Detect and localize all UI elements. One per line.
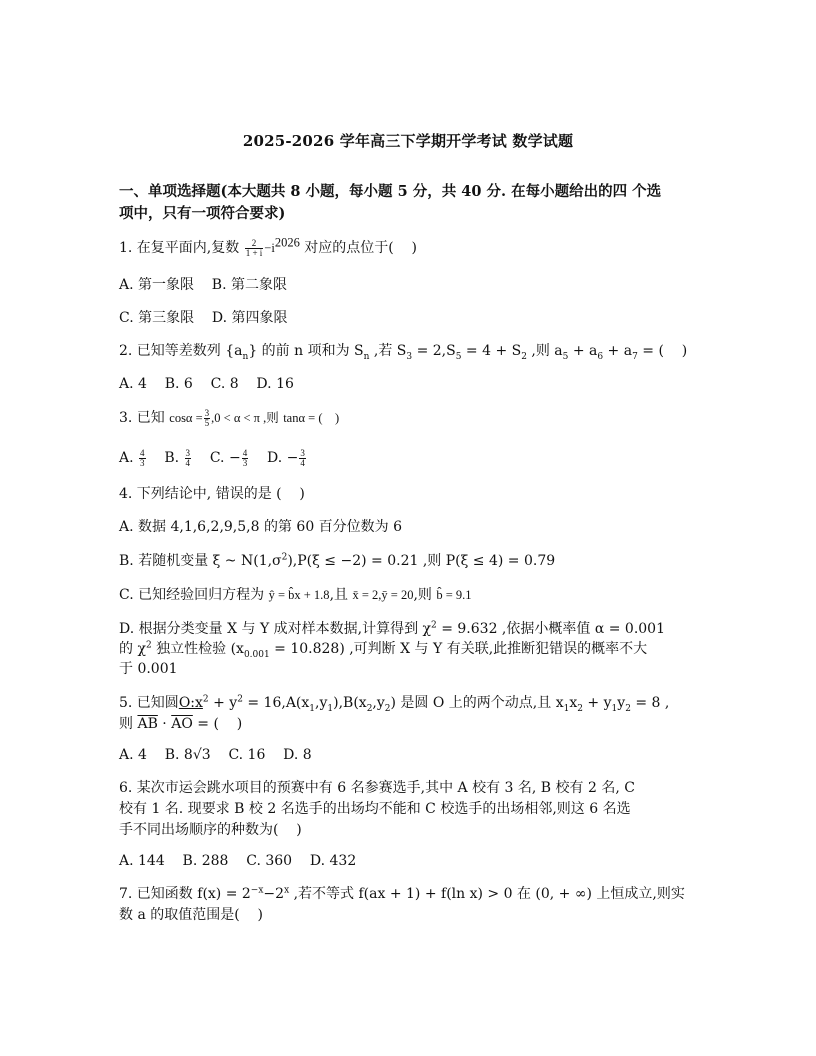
q1-suffix: 对应的点位于( ) [304,240,418,256]
q3-opt-c-frac [242,449,249,468]
sup: −x [250,885,264,896]
question-2-stem [119,340,709,362]
num: 3 [185,447,191,458]
q1-minus-i: −i [264,241,275,255]
q4-d2-sup: 2 [145,640,152,651]
question-7-line2: 数 a 的取值范围是( ) [119,907,263,923]
sub: 2 [366,703,373,714]
q2-part: = 2,S [412,343,456,359]
dot: · [157,716,172,732]
question-2-options: A. 4 B. 6 C. 8 D. 16 [119,376,294,392]
question-6-line2: 校有 1 名. 现要求 B 校 2 名选手的出场均不能和 C 校选手的出场相邻,则这 6 名选 [119,801,631,817]
question-4-option-d-line2 [119,638,709,660]
q4-d2-post: = 10.828) ,可判断 X 与 Y 有关联,此推断犯错误的概率不大 [269,641,648,657]
question-6-line3: 手不同出场顺序的种数为( ) [119,822,302,838]
q2-sub: n [242,351,249,362]
q4-c-pre: C. 已知经验回归方程为 [119,587,265,603]
sup: x [284,885,290,896]
q2-part: ,若 S [369,343,407,359]
question-1-options-row1: A. 第一象限 B. 第二象限 [119,277,287,293]
q3-opt-b: B. [164,450,180,466]
section-heading-line1: 一、单项选择题(本大题共 8 小题，每小题 5 分，共 40 分. 在每小题给出的四 个选 [119,183,662,200]
seg: ,y [315,695,328,711]
q1-frac-num: 2 [245,239,264,249]
q3-opt-d: D. − [267,450,299,466]
num: 4 [242,447,248,458]
q4-c-then: ,则 [413,587,432,603]
q5-l2-post: = ( ) [192,716,243,732]
sub: 2 [625,703,631,714]
q1-frac-den: 1 + i [245,247,263,258]
vector-ao: $\overline{AO}$ [171,716,193,732]
question-7-line1 [119,883,709,905]
q3-opt-c: C. − [209,450,241,466]
q2-sub: 6 [597,351,604,362]
q3-opt-d-frac [299,449,306,468]
q5-l2-pre: 则 [119,716,133,732]
q2-part: + a [603,343,633,359]
den: 3 [242,457,248,468]
sub: 2 [577,703,583,714]
q4-b-post: ),P(ξ ≤ −2) = 0.21 ,则 P(ξ ≤ 4) = 0.79 [287,553,556,569]
q4-d2-mid: 独立性检验 (x [151,641,244,657]
question-4-option-d-line3: 于 0.001 [119,661,178,677]
q3-opt-b-frac [185,449,192,468]
vector-ab: $\overline{AB}$ [137,716,158,732]
sub: 2 [384,703,391,714]
question-4-option-d-line1 [119,618,709,640]
q4-d2-sub: 0.001 [243,649,270,660]
q3-opt-a: A. [119,450,134,466]
q2-sub: n [363,351,370,362]
q2-part: + a [568,343,598,359]
q3-prefix: 3. 已知 [119,410,165,426]
q3-tan: tanα = ( ) [283,411,340,425]
q1-fraction [245,239,264,258]
q2-part: 2. 已知等差数列 {a [119,343,243,359]
q2-part: } 的前 n 项和为 S [248,343,364,359]
q4-c-b: b̂ = 9.1 [436,588,472,602]
q4-b-pre: B. 若随机变量 ξ ~ N(1,σ [119,553,282,569]
sub: 1 [611,703,618,714]
q3-opt-a-frac [139,449,146,468]
q4-d-pre: D. 根据分类变量 X 与 Y 成对样本数据,计算得到 χ [119,621,432,637]
seg: + y [208,695,238,711]
question-1-options-row2: C. 第三象限 D. 第四象限 [119,310,288,326]
seg: y [617,695,626,711]
question-3-stem [119,407,709,429]
sub: 1 [563,703,570,714]
q4-d-post: = 9.632 ,依据小概率值 α = 0.001 [436,621,665,637]
q4-b-sup: 2 [281,552,288,563]
section-heading-line2: 项中，只有一项符合要求) [119,205,286,222]
question-3-options [119,447,709,469]
question-4-stem: 4. 下列结论中, 错误的是 ( ) [119,486,305,502]
q5-circle [179,695,203,711]
num: 3 [300,447,305,458]
q2-sub: 2 [521,351,527,362]
q2-sub: 3 [406,351,413,362]
question-5-options: A. 4 B. 8√3 C. 16 D. 8 [119,747,312,763]
question-4-option-b [119,550,709,572]
question-4-option-c [119,584,709,606]
den: 3 [140,457,145,468]
seg: ),B(x [333,695,367,711]
q1-exp: 2026 [274,235,300,250]
q2-sub: 7 [632,351,638,362]
q4-d-sup: 2 [431,620,437,631]
seg: + y [582,695,612,711]
q2-sub: 5 [455,351,462,362]
q2-part: ,则 a [526,343,563,359]
question-1-stem [119,237,709,259]
question-6-line1: 6. 某次市运会跳水项目的预赛中有 6 名参赛选手,其中 A 校有 3 名, B 校有 2 名, C [119,780,635,796]
seg: ) 是圆 O 上的两个动点,且 x [390,695,564,711]
q3-cos: cosα = [169,411,203,425]
question-5-line2 [119,713,709,735]
sup: 2 [237,694,243,705]
q4-d2-pre: 的 χ [119,641,146,657]
sup: 2 [202,694,209,705]
den: 4 [300,457,305,468]
sub: 1 [327,703,334,714]
q2-part: = ( ) [637,343,688,359]
page-title: 2025-2026 学年高三下学期开学考试 数学试题 [242,132,574,150]
sub: 1 [309,703,316,714]
question-6-options: A. 144 B. 288 C. 360 D. 432 [119,853,357,869]
q7-post: ,若不等式 f(ax + 1) + f(ln x) > 0 在 (0, + ∞) 上恒成立,则实 [289,886,685,902]
question-4-option-a: A. 数据 4,1,6,2,9,5,8 的第 60 百分位数为 6 [119,519,403,535]
q5-circle-text: O:x [178,695,203,711]
q4-c-eq: ŷ = b̂x + 1.8 [268,588,330,602]
seg: x [569,695,578,711]
q3-frac-den: 5 [204,417,210,428]
den: 4 [185,457,191,468]
q4-c-mid: ,且 [329,587,349,603]
q3-cond: ,0 < α < π ,则 [211,411,279,425]
q3-frac-num: 3 [204,407,210,418]
seg: = 16,A(x [242,695,310,711]
question-5-line1 [119,692,709,714]
q2-part: = 4 + S [461,343,522,359]
q7-pre: 7. 已知函数 f(x) = 2 [119,886,251,902]
seg: = 8 , [630,695,670,711]
num: 4 [140,447,145,458]
q3-fraction [204,409,211,428]
seg: ,y [372,695,385,711]
q1-prefix: 1. 在复平面内,复数 [119,240,240,256]
q2-sub: 5 [562,351,569,362]
seg: −2 [263,886,285,902]
q4-c-xbar: x̄ = 2,ȳ = 20 [352,588,414,602]
q5-pre: 5. 已知圆 [119,695,179,711]
